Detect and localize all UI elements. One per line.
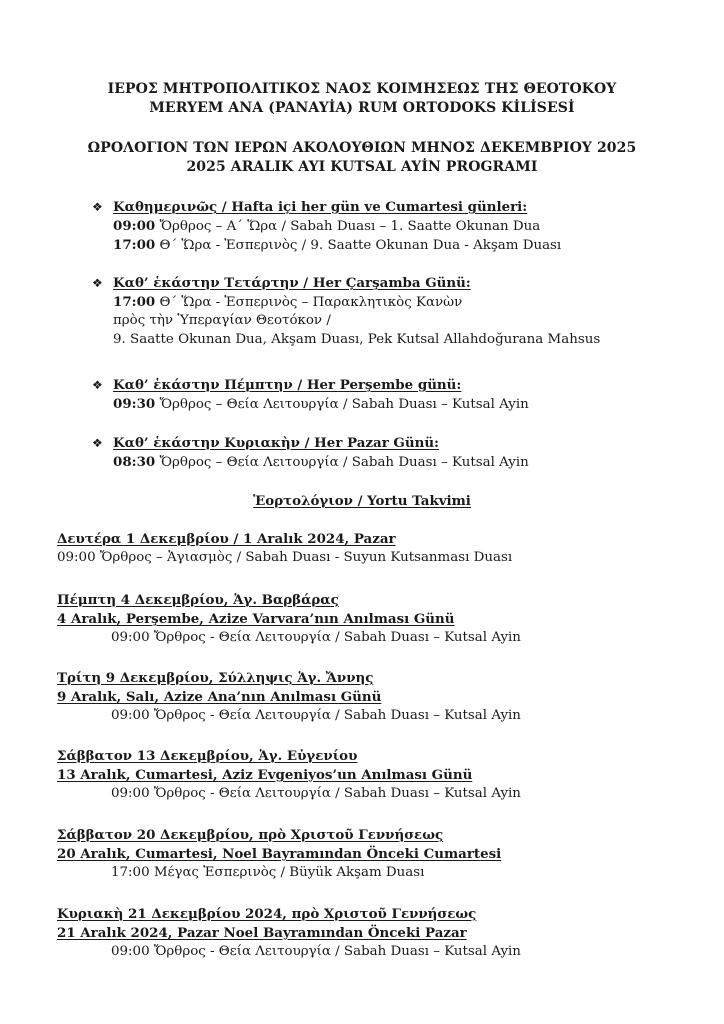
bullet-icon: ❖ [92,200,103,214]
weekly-line: 9. Saatte Okunan Dua, Akşam Duası, Pek Kutsal Allahdoğurana Mahsus [113,332,601,347]
weekly-line: πρὸς τὴν Ὑπεραγίαν Θεοτόκον / [113,313,331,328]
feast-service: 09:00 Ὄρθρος - Θεία Λειτουργία / Sabah Duası – Kutsal Ayin [111,944,521,959]
weekly-heading-thursday: Καθ’ ἑκάστην Πέμπτην / Her Perşembe günü: [113,377,462,393]
weekly-heading-daily: Καθημερινῶς / Hafta içi her gün ve Cumartesi günleri: [113,199,528,215]
weekly-line [113,217,540,236]
feast-service: 09:00 Ὄρθρος - Θεία Λειτουργία / Sabah Duası – Kutsal Ayin [111,786,521,801]
feast-title: Σάββατον 13 Δεκεμβρίου, Ἁγ. Εὐγενίου [57,748,358,764]
feast-service: 09:00 Ὄρθρος - Θεία Λειτουργία / Sabah Duası – Kutsal Ayin [111,630,521,645]
feast-title: 20 Aralık, Cumartesi, Noel Bayramından Önceki Cumartesi [57,846,502,862]
weekly-line [113,293,462,312]
bullet-icon: ❖ [92,436,103,450]
feast-service: 09:00 Ὄρθρος – Ἁγιασμὸς / Sabah Duası - Suyun Kutsanması Duası [57,550,513,565]
feast-title: 21 Aralık 2024, Pazar Noel Bayramından Önceki Pazar [57,925,467,941]
service-text: Ὄρθρος – Α΄ Ὥρα / Sabah Duası – 1. Saatte Okunan Dua [155,219,541,234]
bullet-icon: ❖ [92,378,103,392]
feast-title: 13 Aralık, Cumartesi, Aziz Evgeniyos’un Anılması Günü [57,767,473,783]
service-time: 09:00 [113,218,156,234]
church-name-greek: ΙΕΡΟΣ ΜΗΤΡΟΠΟΛΙΤΙΚΟΣ ΝΑΟΣ ΚΟΙΜΗΣΕΩΣ ΤΗΣ ΘΕΟΤΟΚΟΥ [107,81,617,97]
feast-service: 17:00 Μέγας Ἑσπερινὸς / Büyük Akşam Duası [111,865,425,880]
service-time: 09:30 [113,396,156,412]
service-text: Ὄρθρος – Θεία Λειτουργία / Sabah Duası – Kutsal Ayin [155,455,529,470]
schedule-title-greek: ΩΡΟΛΟΓΙΟΝ ΤΩΝ ΙΕΡΩΝ ΑΚΟΛΟΥΘΙΩΝ ΜΗΝΟΣ ΔΕΚΕΜΒΡΙΟΥ 2025 [87,140,637,156]
feast-title: 9 Aralık, Salı, Azize Ana’nın Anılması Günü [57,689,382,705]
weekly-line [113,395,529,414]
schedule-title-turkish: 2025 ARALIK AYI KUTSAL AYİN PROGRAMI [186,159,538,175]
weekly-heading-wednesday: Καθ’ ἑκάστην Τετάρτην / Her Çarşamba Günü: [113,275,471,291]
bullet-icon: ❖ [92,276,103,290]
service-time: 17:00 [113,294,156,310]
service-text: Θ΄ Ὥρα - Ἑσπερινὸς – Παρακλητικὸς Κανὼν [155,295,463,310]
service-text: Ὄρθρος – Θεία Λειτουργία / Sabah Duası – Kutsal Ayin [155,397,529,412]
weekly-line [113,453,529,472]
service-time: 17:00 [113,237,156,253]
feast-title: 4 Aralık, Perşembe, Azize Varvara’nın Anılması Günü [57,611,455,627]
church-name-turkish: MERYEM ANA (PANAYİA) RUM ORTODOKS KİLİSESİ [149,100,575,116]
weekly-heading-sunday: Καθ’ ἑκάστην Κυριακὴν / Her Pazar Günü: [113,435,440,451]
feast-service: 09:00 Ὄρθρος - Θεία Λειτουργία / Sabah Duası – Kutsal Ayin [111,708,521,723]
feast-title: Σάββατον 20 Δεκεμβρίου, πρὸ Χριστοῦ Γεννήσεως [57,827,444,843]
calendar-heading: Ἑορτολόγιον / Yortu Takvimi [253,493,471,509]
feast-title: Κυριακὴ 21 Δεκεμβρίου 2024, πρὸ Χριστοῦ Γεννήσεως [57,906,477,922]
feast-title: Τρίτη 9 Δεκεμβρίου, Σύλληψις Ἁγ. Ἄννης [57,670,374,686]
feast-title: Δευτέρα 1 Δεκεμβρίου / 1 Aralık 2024, Pazar [57,531,396,547]
weekly-line [113,236,561,255]
service-text: Θ΄ Ὥρα - Ἑσπερινὸς / 9. Saatte Okunan Dua - Akşam Duası [155,238,562,253]
service-time: 08:30 [113,454,156,470]
feast-title: Πέμπτη 4 Δεκεμβρίου, Ἁγ. Βαρβάρας [57,592,339,608]
